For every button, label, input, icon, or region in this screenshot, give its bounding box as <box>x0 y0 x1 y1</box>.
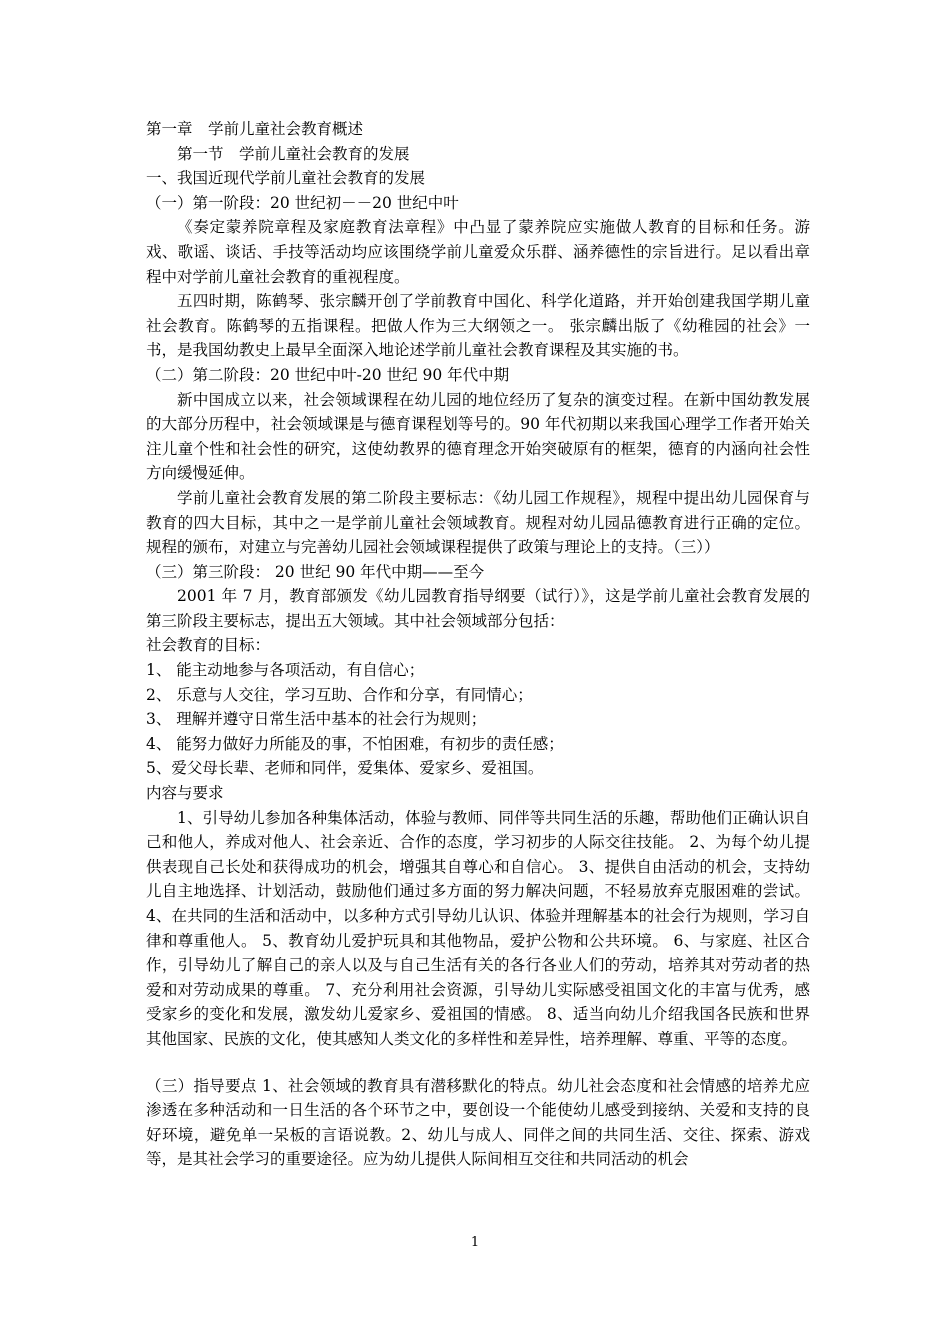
stage3-heading: （三）第三阶段： 20 世纪 90 年代中期——至今 <box>146 562 485 581</box>
goal-item: 1、 能主动地参与各项活动，有自信心； <box>146 661 425 680</box>
goal-item: 5、爱父母长辈、老师和同伴，爱集体、爱家乡、爱祖国。 <box>146 759 544 778</box>
content-heading: 内容与要求 <box>146 784 224 803</box>
stage2-paragraph-2: 学前儿童社会教育发展的第二阶段主要标志：《幼儿园工作规程》，规程中提出幼儿园保育与教育的四大目标，其中之一是学前儿童社会领域教育。规程对幼儿园品德教育进行正确的定位。规程的颁布，对建立与完善幼儿园社会领域课程提供了政策与理论上的支持。（三）） <box>146 488 810 557</box>
heading-1: 一、我国近现代学前儿童社会教育的发展 <box>146 169 426 188</box>
content-paragraph: 1、引导幼儿参加各种集体活动，体验与教师、同伴等共同生活的乐趣，帮助他们正确认识自己和他人，养成对他人、社会亲近、合作的态度，学习初步的人际交往技能。 2、为每个幼儿提供表现自己长处和获得成功的机会，增强其自尊心和自信心。 3、提供自由活动的机会，支持幼儿自主地选择、计划活动，鼓励他们通过多方面的努力解决问题，不轻易放弃克服困难的尝试。 4、在共同的生活和活动中，以多种方式引导幼儿认识、体验并理解基本的社会行为规则，学习自律和尊重他人。 5、教育幼儿爱护玩具和其他物品，爱护公物和公共环境。 6、与家庭、社区合作，引导幼儿了解自己的亲人以及与自己生活有关的各行各业人们的劳动，培养其对劳动者的热爱和对劳动成果的尊重。 7、充分利用社会资源，引导幼儿实际感受祖国文化的丰富与优秀，感受家乡的变化和发展，激发幼儿爱家乡、爱祖国的情感。 8、适当向幼儿介绍我国各民族和世界其他国家、民族的文化，使其感知人类文化的多样性和差异性，培养理解、尊重、平等的态度。 <box>146 808 810 1048</box>
stage1-paragraph-2: 五四时期，陈鹤琴、张宗麟开创了学前教育中国化、科学化道路，并开始创建我国学期儿童社会教育。陈鹤琴的五指课程。把做人作为三大纲领之一。 张宗麟出版了《幼稚园的社会》一书，是我国幼教史上最早全面深入地论述学前儿童社会教育课程及其实施的书。 <box>146 292 810 360</box>
goal-item: 4、 能努力做好力所能及的事，不怕困难，有初步的责任感； <box>146 734 564 753</box>
goals-heading: 社会教育的目标： <box>146 636 271 655</box>
stage2-heading: （二）第二阶段：20 世纪中叶-20 世纪 90 年代中期 <box>146 365 510 384</box>
section-title: 第一节 学前儿童社会教育的发展 <box>177 144 410 163</box>
paragraph-gap <box>146 1052 810 1074</box>
stage3-paragraph-1: 2001 年 7 月，教育部颁发《幼儿园教育指导纲要（试行）》，这是学前儿童社会教育发展的第三阶段主要标志，提出五大领域。其中社会领域部分包括： <box>146 587 810 630</box>
document-body <box>146 117 810 1172</box>
goal-item: 3、 理解并遵守日常生活中基本的社会行为规则； <box>146 710 487 729</box>
page-number: 1 <box>470 1235 480 1250</box>
chapter-title: 第一章 学前儿童社会教育概述 <box>146 120 364 138</box>
stage2-paragraph-1: 新中国成立以来，社会领域课程在幼儿园的地位经历了复杂的演变过程。在新中国幼教发展的大部分历程中，社会领域课是与德育课程划等号的。90 年代初期以来我国心理学工作者开始关注儿童个性和社会性的研究，这使幼教界的德育理念开始突破原有的框架，德育的内涵向社会性方向缓慢延伸。 <box>146 390 810 483</box>
stage1-paragraph-1: 《奏定蒙养院章程及家庭教育法章程》中凸显了蒙养院应实施做人教育的目标和任务。游戏、歌谣、谈话、手技等活动均应该围绕学前儿童爱众乐群、涵养德性的宗旨进行。足以看出章程中对学前儿童社会教育的重视程度。 <box>146 218 810 286</box>
guidance-paragraph: （三）指导要点 1、社会领域的教育具有潜移默化的特点。幼儿社会态度和社会情感的培养尤应渗透在多种活动和一日生活的各个环节之中，要创设一个能使幼儿感受到接纳、关爱和支持的良好环境，避免单一呆板的言语说教。2、幼儿与成人、同伴之间的共同生活、交往、探索、游戏等，是其社会学习的重要途径。应为幼儿提供人际间相互交往和共同活动的机会 <box>146 1076 810 1169</box>
stage1-heading: （一）第一阶段：20 世纪初－－20 世纪中叶 <box>146 193 459 212</box>
goal-item: 2、 乐意与人交往，学习互助、合作和分享，有同情心； <box>146 685 533 704</box>
